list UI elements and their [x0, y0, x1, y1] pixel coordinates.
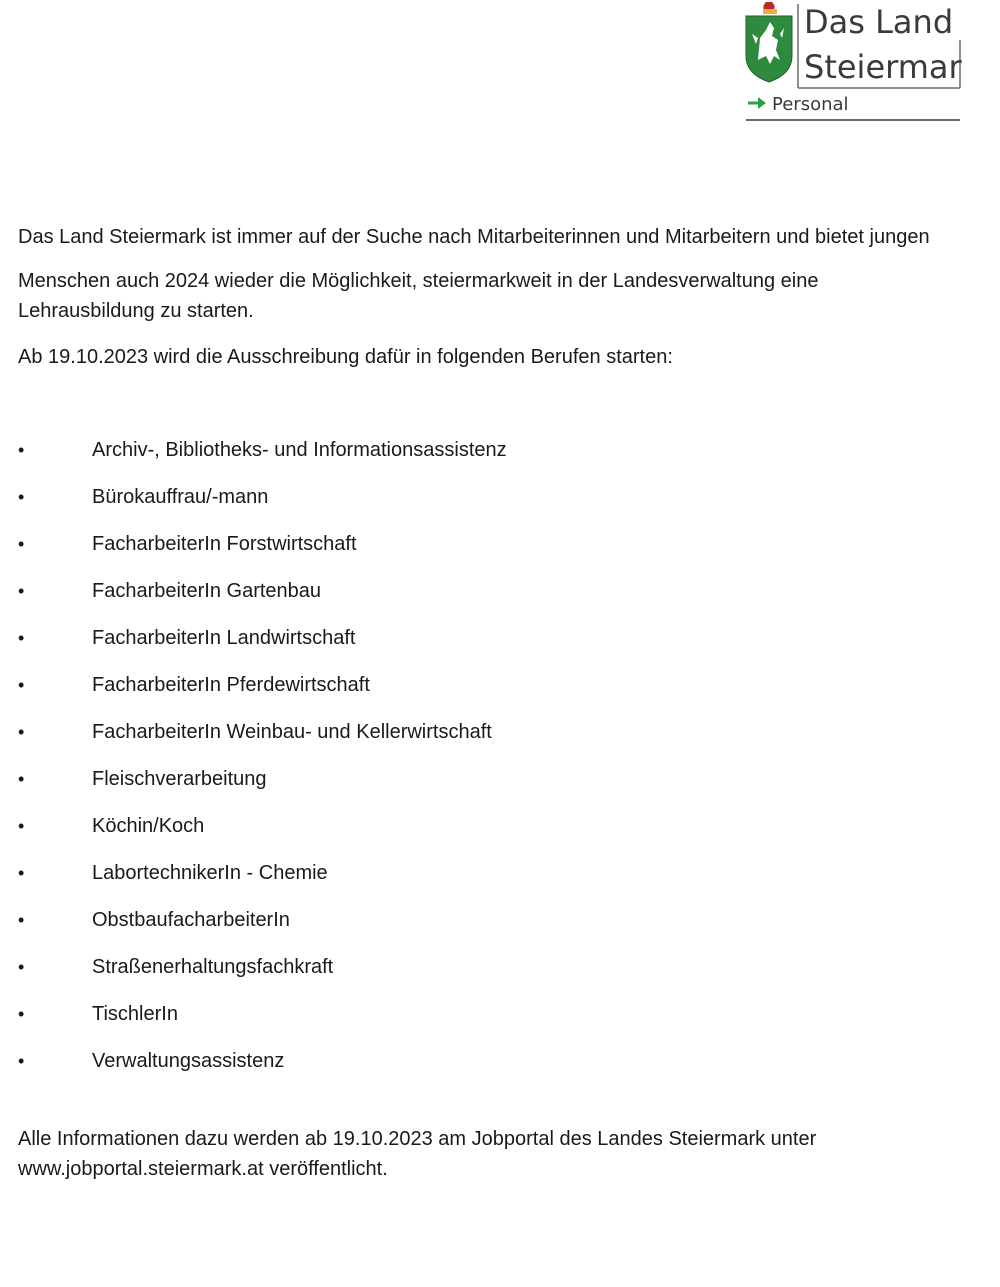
profession-label: Köchin/Koch — [92, 815, 205, 837]
list-item — [18, 952, 958, 982]
list-item — [18, 1046, 958, 1076]
profession-list — [18, 435, 958, 1076]
bullet-icon: • — [18, 581, 25, 601]
profession-label: Verwaltungsassistenz — [92, 1050, 285, 1072]
bullet-icon: • — [18, 957, 25, 977]
profession-label: FacharbeiterIn Gartenbau — [92, 580, 322, 602]
bullet-icon: • — [18, 534, 25, 554]
bullet-icon: • — [18, 863, 25, 883]
arrow-right-icon — [748, 97, 766, 109]
bullet-icon: • — [18, 769, 25, 789]
das-land-steiermark-logo — [742, 0, 964, 126]
bullet-icon: • — [18, 910, 25, 930]
list-item — [18, 435, 958, 465]
logo-line1: Das Land — [804, 3, 954, 41]
profession-label: FacharbeiterIn Pferdewirtschaft — [92, 674, 370, 696]
bullet-icon: • — [18, 628, 25, 648]
logo-graphic — [742, 0, 964, 126]
logo-subline: Personal — [772, 94, 849, 115]
profession-label: ObstbaufacharbeiterIn — [92, 909, 290, 931]
list-item — [18, 999, 958, 1029]
list-item — [18, 905, 958, 935]
document-body — [18, 222, 958, 1200]
profession-label: FacharbeiterIn Forstwirtschaft — [92, 533, 357, 555]
list-item — [18, 576, 958, 606]
bullet-icon: • — [18, 722, 25, 742]
list-item — [18, 858, 958, 888]
list-item — [18, 529, 958, 559]
bullet-icon: • — [18, 816, 25, 836]
bullet-icon: • — [18, 675, 25, 695]
bullet-icon: • — [18, 487, 25, 507]
profession-label: Straßenerhaltungsfachkraft — [92, 956, 334, 978]
list-item — [18, 717, 958, 747]
bullet-icon: • — [18, 1051, 25, 1071]
profession-label: FacharbeiterIn Weinbau- und Kellerwirtschaft — [92, 721, 492, 743]
logo-line2: Steiermark — [804, 48, 964, 86]
bullet-icon: • — [18, 440, 25, 460]
profession-label: TischlerIn — [92, 1003, 178, 1025]
profession-label: Bürokauffrau/-mann — [92, 486, 269, 508]
bullet-icon: • — [18, 1004, 25, 1024]
profession-label: Archiv-, Bibliotheks- und Informationsassistenz — [92, 439, 507, 461]
intro-paragraph-1: Das Land Steiermark ist immer auf der Suche nach Mitarbeiterinnen und Mitarbeitern und bietet jungen — [18, 226, 930, 248]
list-item — [18, 623, 958, 653]
list-item — [18, 482, 958, 512]
list-item — [18, 670, 958, 700]
profession-label: LabortechnikerIn - Chemie — [92, 862, 328, 884]
intro-paragraph-3: Ab 19.10.2023 wird die Ausschreibung dafür in folgenden Berufen starten: — [18, 346, 673, 368]
list-item — [18, 811, 958, 841]
outro-paragraph: Alle Informationen dazu werden ab 19.10.2023 am Jobportal des Landes Steiermark unter www.jobportal.steiermark.at veröffentlicht. — [18, 1128, 817, 1180]
profession-label: FacharbeiterIn Landwirtschaft — [92, 627, 356, 649]
list-item — [18, 764, 958, 794]
profession-label: Fleischverarbeitung — [92, 768, 267, 790]
intro-paragraph-2: Menschen auch 2024 wieder die Möglichkeit, steiermarkweit in der Landesverwaltung eine Lehrausbildung zu starten. — [18, 270, 819, 322]
coat-of-arms-icon — [746, 2, 792, 82]
